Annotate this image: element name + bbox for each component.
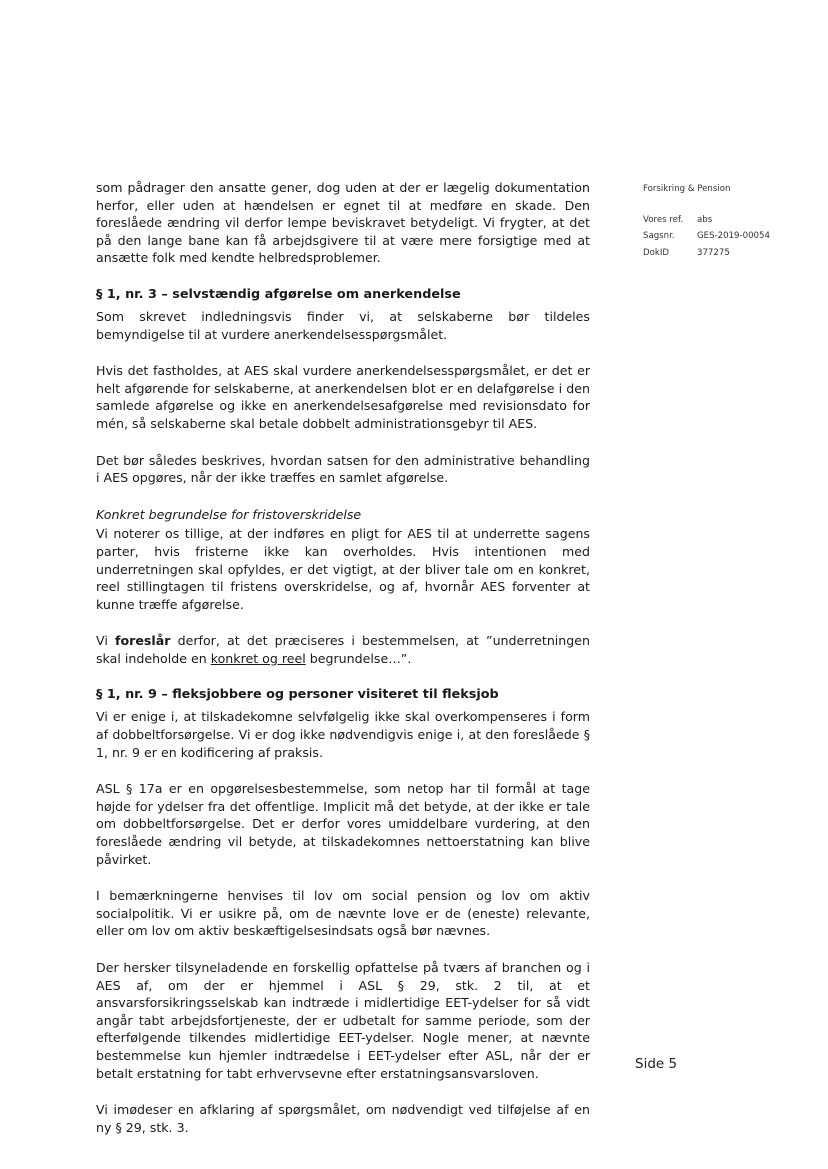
- paragraph: ASL § 17a er en opgørelsesbestemmelse, som netop har til formål at tage højde for ydelser fra det offentlige. Implicit må det betyde, at der ikke er tale om dobbeltforsørgelse. Det er derfor vores umiddelbare vurdering, at den foreslåede ændring vil betyde, at tilskadekomnes nettoerstatning kan blive påvirket.: [96, 781, 590, 867]
- ref-value: GES-2019-00054: [697, 231, 770, 241]
- reference-sidebar: [643, 181, 803, 261]
- subheading-fristoverskridelse: Konkret begrundelse for fristoverskridelse: [96, 506, 362, 522]
- text-run: begrundelse…”.: [305, 650, 412, 666]
- ref-row-sagsnr: [643, 228, 803, 245]
- ref-row-vores-ref: [643, 212, 803, 229]
- text-run: derfor, at det præciseres i bestemmelsen, at ”underretningen skal indeholde en: [96, 633, 591, 666]
- ref-label: Vores ref.: [643, 214, 684, 225]
- ref-value: abs: [697, 214, 713, 225]
- text-run: Vi: [96, 633, 116, 649]
- ref-label: DokID: [643, 247, 670, 258]
- paragraph: Hvis det fastholdes, at AES skal vurdere anerkendelsesspørgsmålet, er det er helt afgørende for selskaberne, at anerkendelsen blot er en delafgørelse i den samlede afgørelse og ikke en anerkendelsesafgørelse med revisionsdato for mén, så selskaberne skal betale dobbelt administrationsgebyr til AES.: [96, 363, 590, 431]
- paragraph: Der hersker tilsyneladende en forskellig opfattelse på tværs af branchen og i AES af, om der er hjemmel i ASL § 29, stk. 2 til, at et ansvarsforsikringsselskab kan indtræde i midlertidige EET-ydelser for så vidt angår tabt arbejdsfortjeneste, der er udbetalt for samme periode, som der efterfølgende tilkendes midlertidige EET-ydelser. Nogle mener, at nævnte bestemmelse kun hjemler indtrædelse i EET-ydelser efter ASL, når der er betalt erstatning for tabt erhvervsevne efter erstatningsansvarsloven.: [96, 960, 590, 1081]
- paragraph: som pådrager den ansatte gener, dog uden at der er lægelig dokumentation herfor, eller uden at hændelsen er egnet til at medføre en skade. Den foreslåede ændring vil derfor lempe beviskravet betydeligt. Vi frygter, at det på den lange bane kan få arbejdsgivere til at være mere forsigtige med at ansætte folk med kendte helbredsproblemer.: [96, 180, 590, 266]
- paragraph: Vi noterer os tillige, at der indføres en pligt for AES til at underrette sagens parter, hvis fristerne ikke kan overholdes. Hvis intentionen med underretningen skal opfyldes, er det vigtigt, at der bliver tale om en konkret, reel stillingtagen til fristens overskridelse, og af, hvornår AES forventer at kunne træffe afgørelse.: [96, 526, 590, 612]
- section-heading-nr3: § 1, nr. 3 – selvstændig afgørelse om anerkendelse: [96, 286, 461, 302]
- organization-name: Forsikring & Pension: [643, 184, 731, 194]
- page-number: Side 5: [635, 1056, 678, 1072]
- ref-row-dokid: [643, 245, 803, 262]
- ref-label: Sagsnr.: [643, 231, 675, 241]
- paragraph: Vi imødeser en afklaring af spørgsmålet, om nødvendigt ved tilføjelse af en ny § 29, stk. 3.: [96, 1102, 590, 1135]
- paragraph: Vi er enige i, at tilskadekomne selvfølgelig ikke skal overkompenseres i form af dobbeltforsørgelse. Vi er dog ikke nødvendigvis enige i, at den foreslåede § 1, nr. 9 er en kodificering af praksis.: [96, 709, 590, 760]
- paragraph: Som skrevet indledningsvis finder vi, at selskaberne bør tildeles bemyndigelse til at vurdere anerkendelsesspørgsmålet.: [96, 308, 590, 342]
- paragraph-proposal: [96, 632, 590, 667]
- document-body: [96, 179, 590, 1136]
- bold-text: foreslår: [115, 633, 171, 649]
- ref-value: 377275: [697, 247, 730, 258]
- underlined-text: konkret og reel: [210, 650, 306, 666]
- section-heading-nr9: § 1, nr. 9 – fleksjobbere og personer visiteret til fleksjob: [96, 687, 499, 703]
- paragraph: I bemærkningerne henvises til lov om social pension og lov om aktiv socialpolitik. Vi er usikre på, om de nævnte love er de (eneste) relevante, eller om lov om aktiv beskæftigelsesindsats også bør nævnes.: [96, 888, 590, 939]
- paragraph: Det bør således beskrives, hvordan satsen for den administrative behandling i AES opgøres, når der ikke træffes en samlet afgørelse.: [96, 452, 590, 486]
